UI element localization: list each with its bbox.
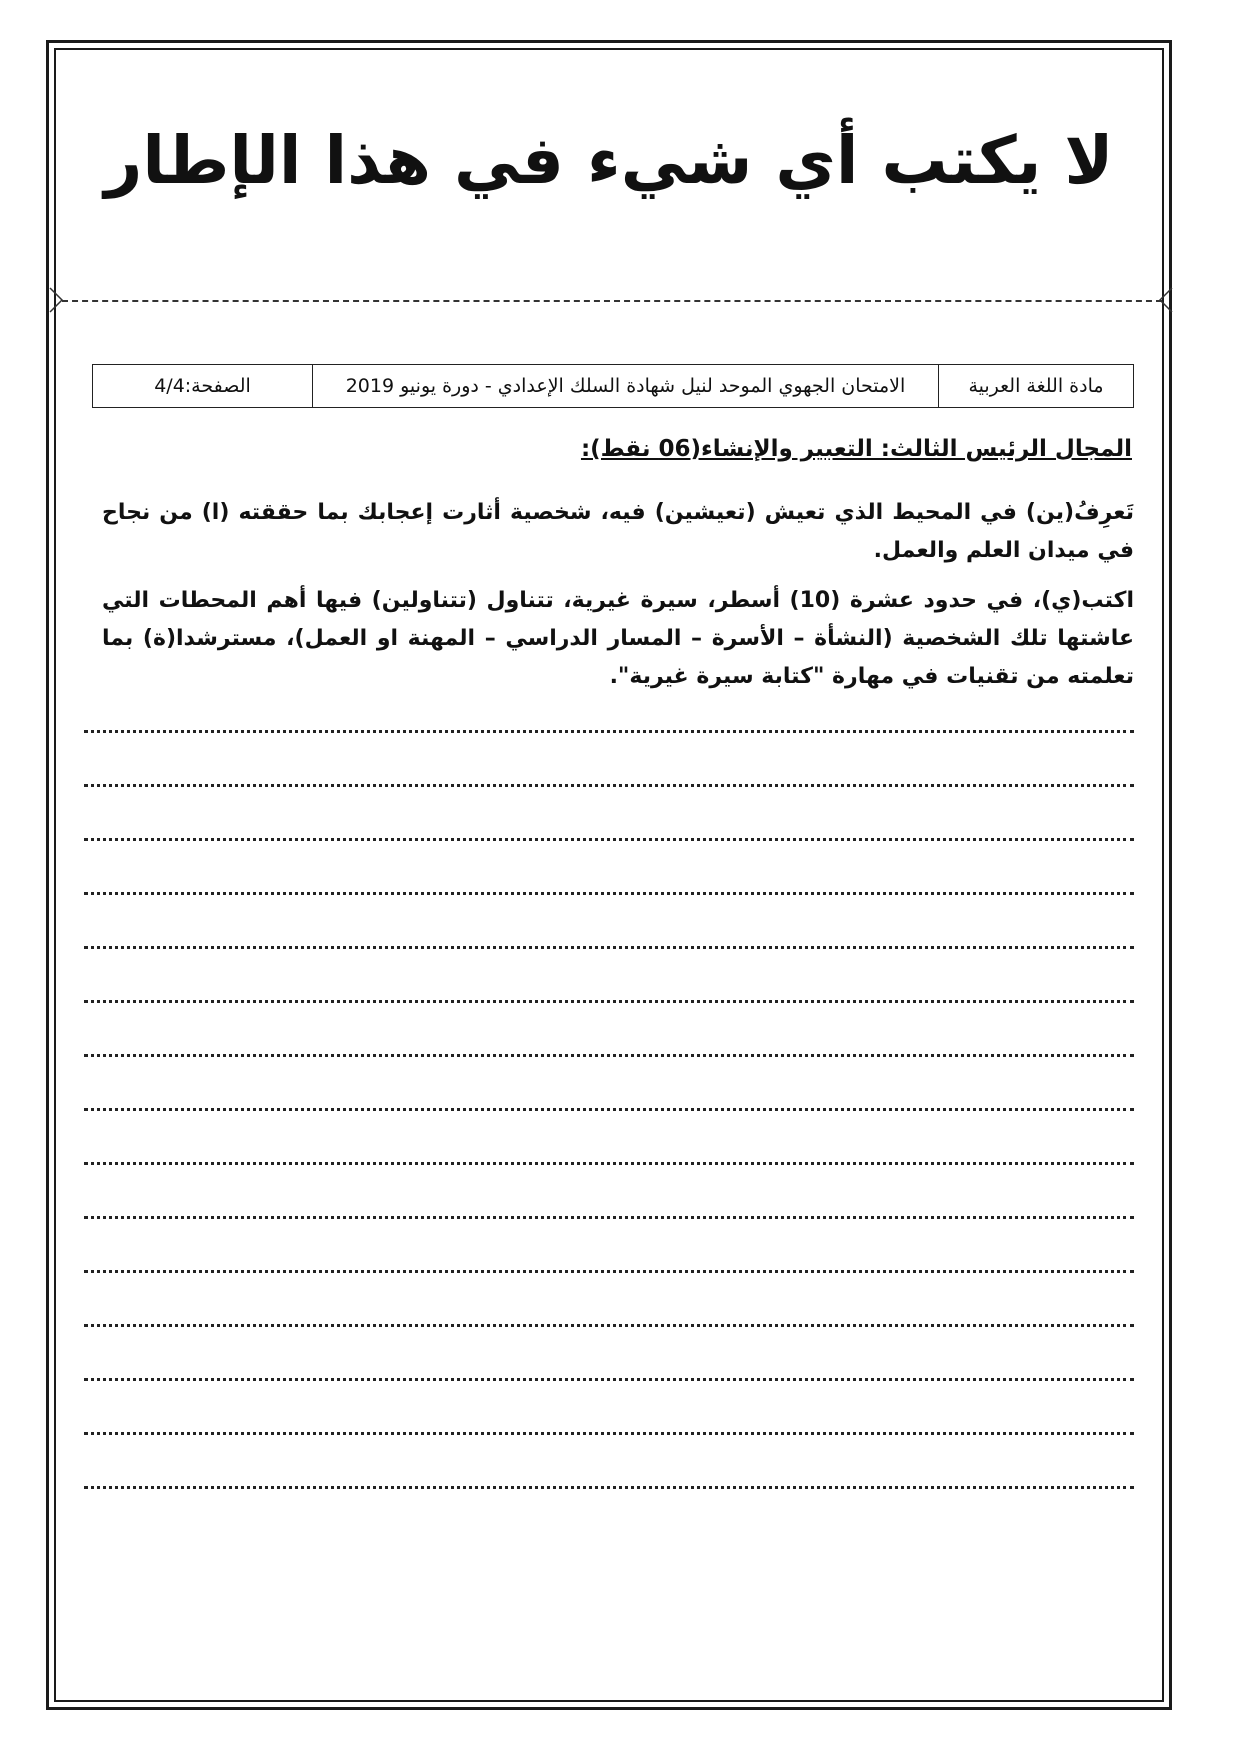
answer-line[interactable]	[84, 1054, 1134, 1057]
answer-lines[interactable]	[84, 730, 1134, 1540]
answer-line[interactable]	[84, 1162, 1134, 1165]
answer-line[interactable]	[84, 1000, 1134, 1003]
do-not-write-banner: لا يكتب أي شيء في هذا الإطار	[104, 122, 1114, 199]
section-title: المجال الرئيس الثالث: التعبير والإنشاء(06 نقط):	[580, 436, 1132, 462]
subject-cell: مادة اللغة العربية	[938, 364, 1134, 408]
answer-line[interactable]	[84, 838, 1134, 841]
page-number-cell: الصفحة:4/4	[92, 364, 312, 408]
answer-line[interactable]	[84, 946, 1134, 949]
cut-mark-right-icon	[1146, 286, 1174, 314]
prompt-instruction: اكتب(ي)، في حدود عشرة (10) أسطر، سيرة غيرية، تتناول (تتناولين) فيها أهم المحطات التي عاشتها تلك الشخصية (النشأة – الأسرة – المسار الدراسي – المهنة او العمل)، مسترشدا(ة) بما تعلمته من تقنيات في مهارة "كتابة سيرة غيرية".	[102, 588, 1134, 689]
exam-cell: الامتحان الجهوي الموحد لنيل شهادة السلك الإعدادي - دورة يونيو 2019	[312, 364, 938, 408]
answer-line[interactable]	[84, 784, 1134, 787]
cut-line	[62, 300, 1162, 302]
answer-line[interactable]	[84, 1108, 1134, 1111]
do-not-write-box	[54, 48, 1164, 278]
answer-line[interactable]	[84, 1270, 1134, 1273]
prompt-context: تَعرِفُ(ين) في المحيط الذي تعيش (تعيشين) فيه، شخصية أثارت إعجابك بما حققته (ا) من نجاح في ميدان العلم والعمل.	[102, 500, 1134, 563]
answer-line[interactable]	[84, 1324, 1134, 1327]
answer-line[interactable]	[84, 1486, 1134, 1489]
answer-line[interactable]	[84, 1216, 1134, 1219]
answer-line[interactable]	[84, 892, 1134, 895]
answer-line[interactable]	[84, 730, 1134, 733]
answer-line[interactable]	[84, 1378, 1134, 1381]
answer-line[interactable]	[84, 1432, 1134, 1435]
exam-header	[92, 364, 1134, 408]
